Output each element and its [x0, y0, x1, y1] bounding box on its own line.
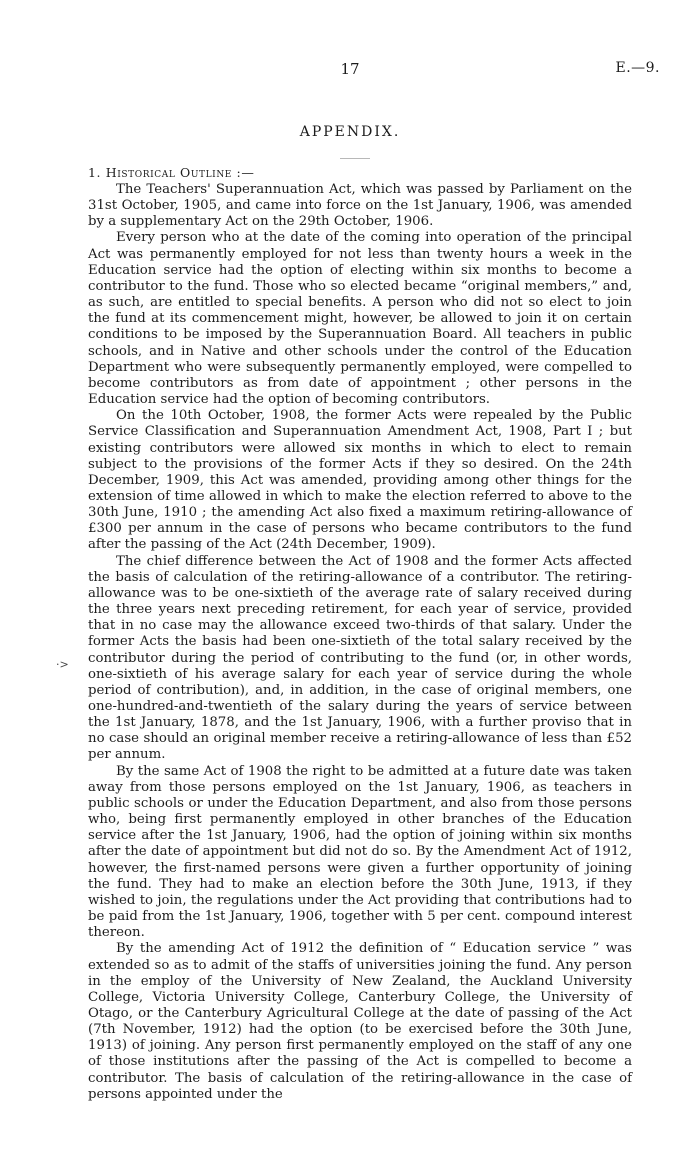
margin-mark: ·>	[56, 658, 69, 671]
paragraph-1: The Teachers' Superannuation Act, which was passed by Parliament on the 31st October, 1905, and came into force on the 1st January, 1906, was amended by a supplementary Act on the 29th October, 1906.	[88, 182, 632, 230]
paragraph-4: The chief difference between the Act of 1908 and the former Acts affected the basis of calculation of the retiring-allowance of a contributor. The retiring-allowance was to be one-sixtieth of the average rate of salary received during the three years next preceding retirement, for each year of service, provided that in no case may the allowance exceed two-thirds of that salary. Under the former Acts the basis had been one-sixtieth of the total salary received by the contributor during the period of contributing to the fund (or, in other words, one-sixtieth of his average salary for each year of service during the whole period of contribution), and, in addition, in the case of original members, one one-hundred-and-twentieth of the salary during the years of service between the 1st January, 1878, and the 1st January, 1906, with a further proviso that in no case should an original member receive a retiring-allowance of less than £52 per annum.	[88, 553, 632, 763]
page-title: APPENDIX.	[299, 124, 401, 140]
body-text	[88, 182, 632, 1103]
document-reference: E.—9.	[615, 60, 660, 76]
page-number: 17	[340, 60, 360, 78]
paragraph-6: By the amending Act of 1912 the definition of “ Education service ” was extended so as to admit of the staffs of universities joining the fund. Any person in the employ of the University of New Zealand, the Auckland University College, Victoria University College, Canterbury College, the University of Otago, or the Canterbury Agricultural College at the date of passing of the Act (7th November, 1912) had the option (to be exercised before the 30th June, 1913) of joining. Any person first permanently employed on the staff of any one of those institutions after the passing of the Act is compelled to become a contributor. The basis of calculation of the retiring-allowance in the case of persons appointed under the	[88, 941, 632, 1102]
paragraph-2: Every person who at the date of the coming into operation of the principal Act was permanently employed for not less than twenty hours a week in the Education service had the option of electing within six months to become a contributor to the fund. Those who so elected became “original members,” and, as such, are entitled to special benefits. A person who did not so elect to join the fund at its commencement might, however, be allowed to join it on certain conditions to be imposed by the Superannuation Board. All teachers in public schools, and in Native and other schools under the control of the Education Department who were subsequently permanently employed, were compelled to become contributors as from date of appointment ; other persons in the Education service had the option of becoming contributors.	[88, 230, 632, 408]
title-divider	[340, 158, 370, 159]
section-heading: 1. Historical Outline :—	[88, 165, 255, 180]
paragraph-3: On the 10th October, 1908, the former Acts were repealed by the Public Service Classification and Superannuation Amendment Act, 1908, Part I ; but existing contributors were allowed six months in which to elect to remain subject to the provisions of the former Acts if they so desired. On the 24th December, 1909, this Act was amended, providing among other things for the extension of time allowed in which to make the election referred to above to the 30th June, 1910 ; the amending Act also fixed a maximum retiring-allowance of £300 per annum in the case of persons who became contributors to the fund after the passing of the Act (24th December, 1909).	[88, 408, 632, 553]
paragraph-5: By the same Act of 1908 the right to be admitted at a future date was taken away from those persons employed on the 1st January, 1906, as teachers in public schools or under the Education Department, and also from those persons who, being first permanently employed in other branches of the Education service after the 1st January, 1906, had the option of joining within six months after the date of appointment but did not do so. By the Amendment Act of 1912, however, the first-named persons were given a further opportunity of joining the fund. They had to make an election before the 30th June, 1913, if they wished to join, the regulations under the Act providing that contributions had to be paid from the 1st January, 1906, together with 5 per cent. compound interest thereon.	[88, 763, 632, 941]
